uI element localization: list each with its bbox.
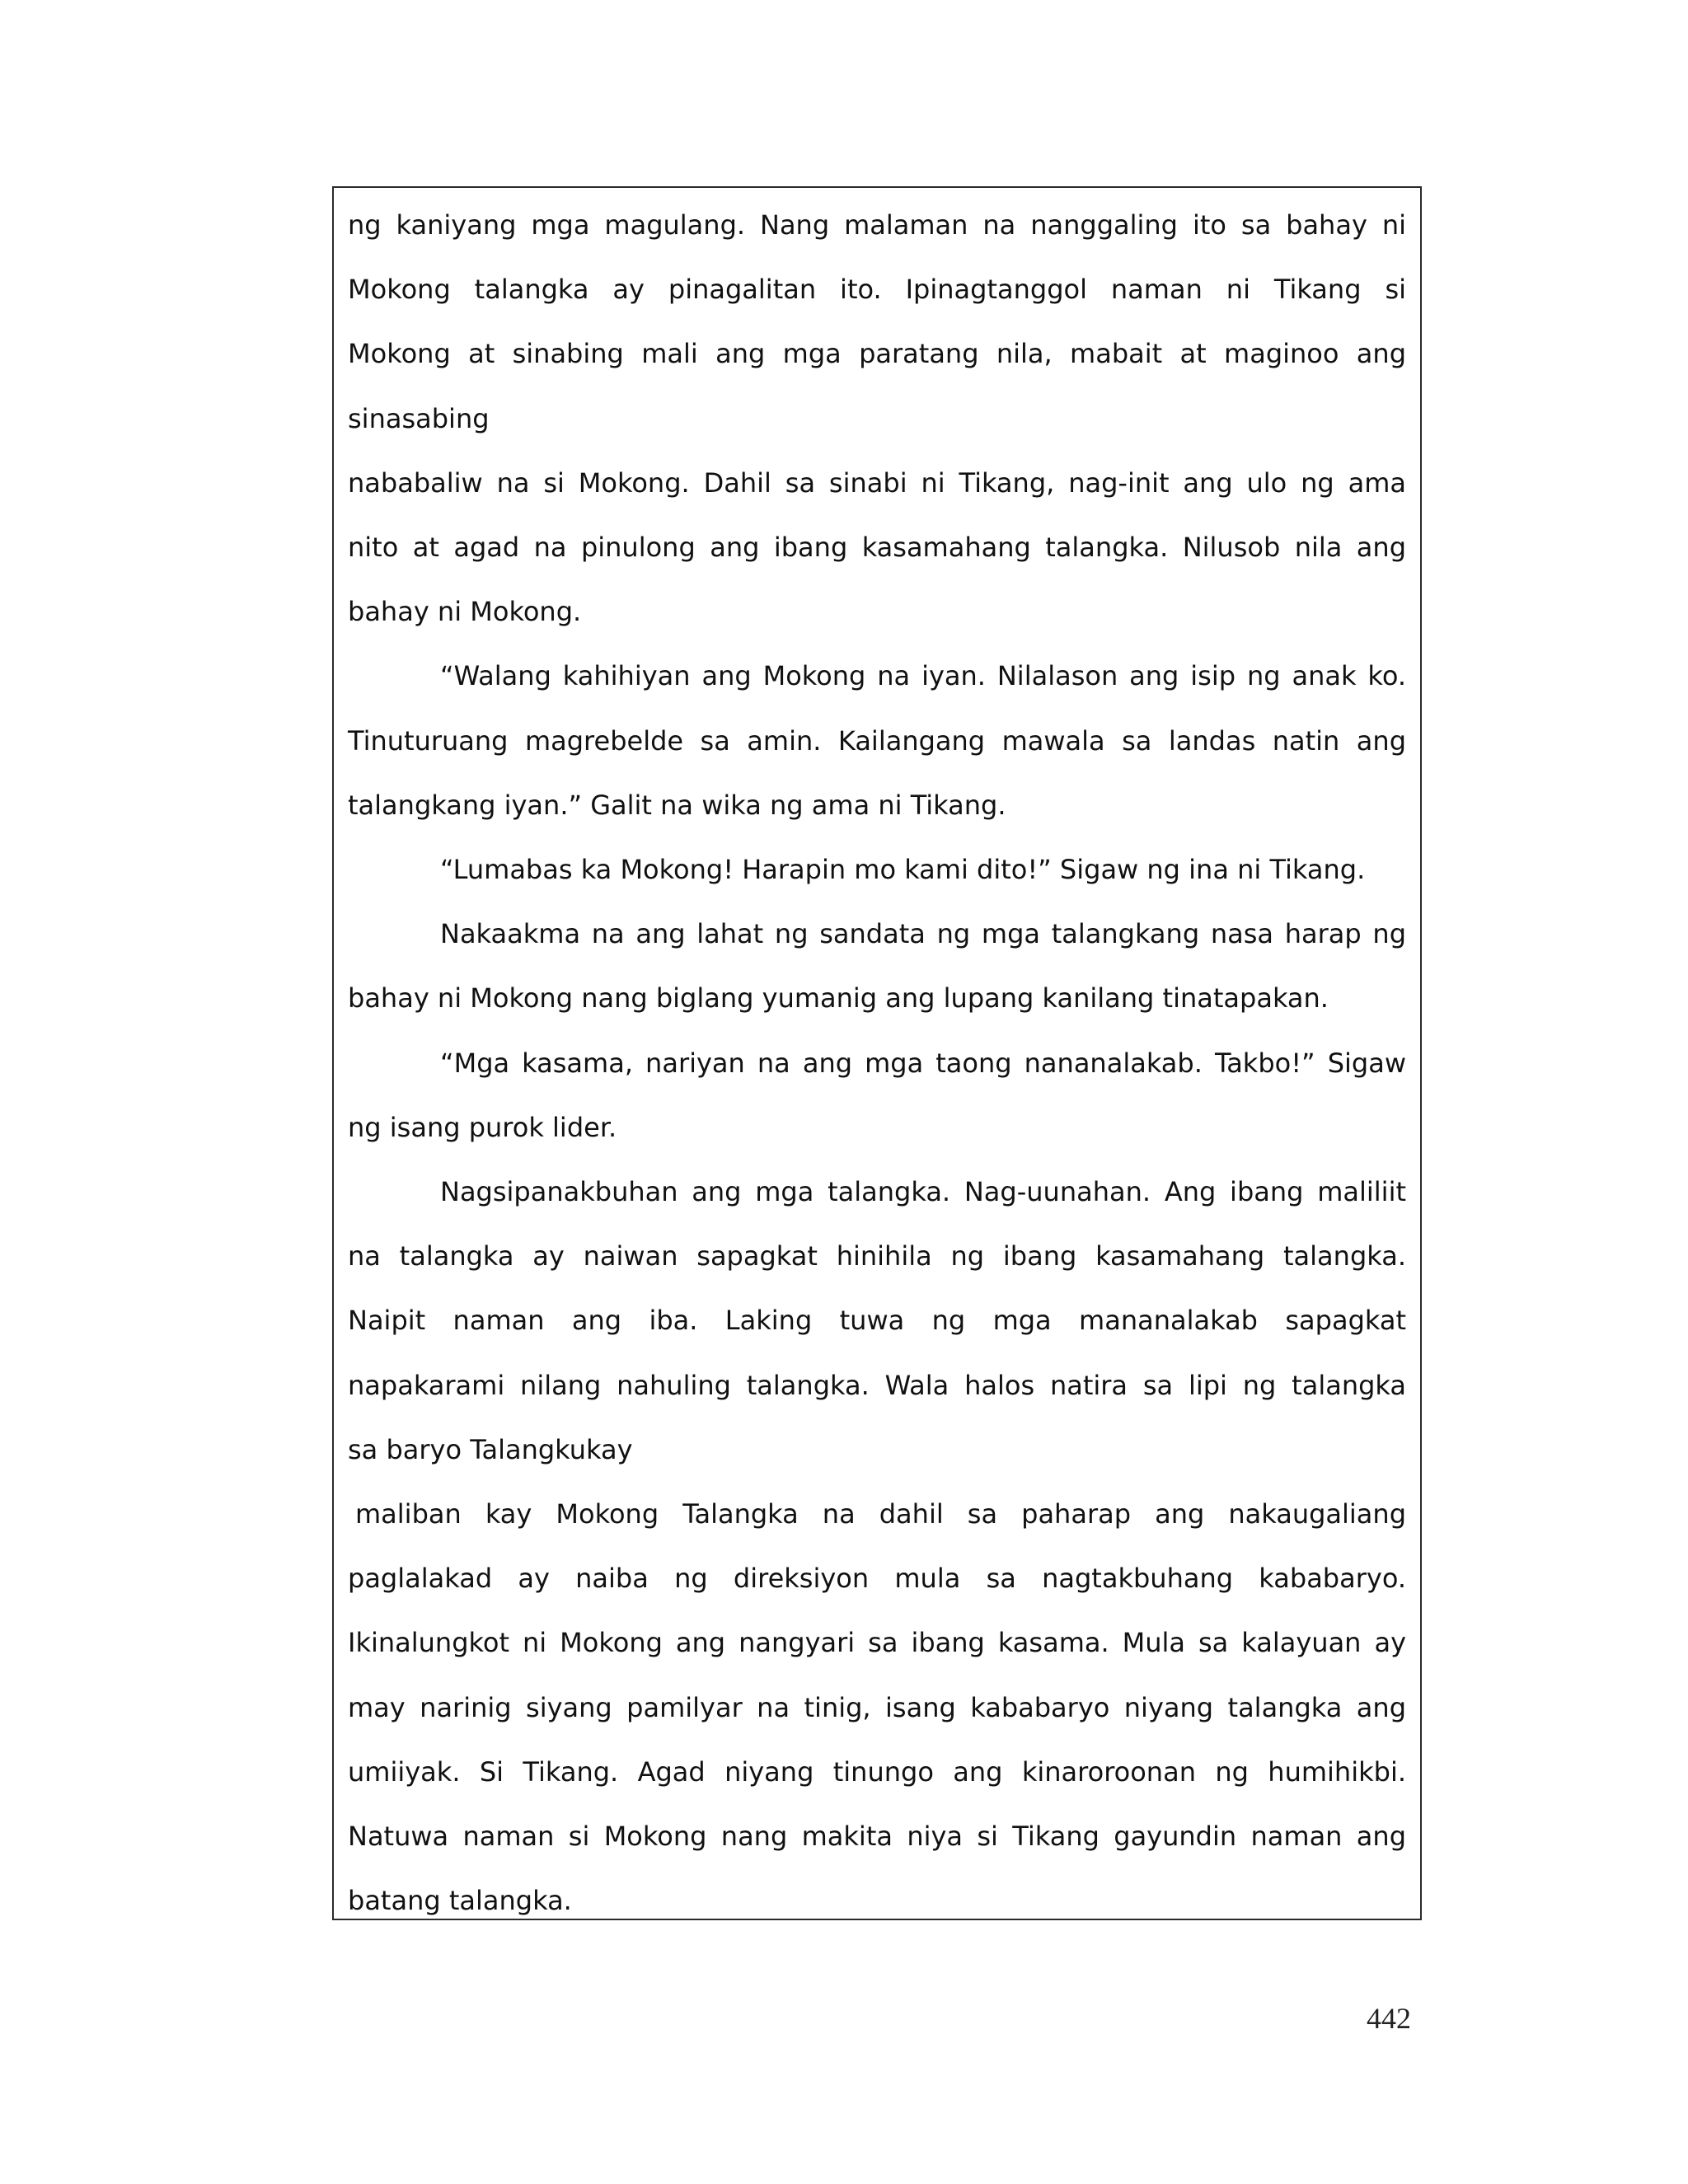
story-line: maliban kay Mokong Talangka na dahil sa paharap ang nakaugaliang xyxy=(355,1498,1406,1530)
story-line: paglalakad ay naiba ng direksiyon mula sa nagtakbuhang kababaryo. xyxy=(348,1563,1406,1595)
story-line: Natuwa naman si Mokong nang makita niya si Tikang gayundin naman ang xyxy=(348,1821,1406,1853)
story-line: nababaliw na si Mokong. Dahil sa sinabi ni Tikang, nag-init ang ulo ng ama xyxy=(348,466,1406,499)
story-line: sa baryo Talangkukay xyxy=(348,1433,633,1465)
story-line: Nakaakma na ang lahat ng sandata ng mga talangkang nasa harap ng xyxy=(440,918,1406,950)
story-line: batang talangka. xyxy=(348,1885,572,1917)
story-line: Mokong at sinabing mali ang mga paratang nila, mabait at maginoo ang xyxy=(348,338,1406,370)
story-line: Naipit naman ang iba. Laking tuwa ng mga mananalakab sapagkat xyxy=(348,1305,1406,1337)
story-line: “Mga kasama, nariyan na ang mga taong nananalakab. Takbo!” Sigaw xyxy=(440,1047,1406,1079)
story-line: nito at agad na pinulong ang ibang kasamahang talangka. Nilusob nila ang xyxy=(348,532,1406,564)
story-line: Mokong talangka ay pinagalitan ito. Ipinagtanggol naman ni Tikang si xyxy=(348,274,1406,306)
story-line: “Lumabas ka Mokong! Harapin mo kami dito!” Sigaw ng ina ni Tikang. xyxy=(440,854,1366,886)
page-number: 442 xyxy=(1367,2002,1411,2035)
story-line: Ikinalungkot ni Mokong ang nangyari sa ibang kasama. Mula sa kalayuan ay xyxy=(348,1627,1406,1659)
story-line: napakarami nilang nahuling talangka. Wala halos natira sa lipi ng talangka xyxy=(348,1369,1406,1401)
story-line: may narinig siyang pamilyar na tinig, isang kababaryo niyang talangka ang xyxy=(348,1691,1406,1723)
story-line: bahay ni Mokong. xyxy=(348,596,582,628)
story-line: talangkang iyan.” Galit na wika ng ama ni Tikang. xyxy=(348,789,1006,821)
story-line: sinasabing xyxy=(348,402,490,434)
story-line: Tinuturuang magrebelde sa amin. Kailangang mawala sa landas natin ang xyxy=(348,724,1406,757)
story-line: bahay ni Mokong nang biglang yumanig ang lupang kanilang tinatapakan. xyxy=(348,982,1329,1015)
story-line: umiiyak. Si Tikang. Agad niyang tinungo ang kinaroroonan ng humihikbi. xyxy=(348,1755,1406,1788)
story-line: ng kaniyang mga magulang. Nang malaman na nanggaling ito sa bahay ni xyxy=(348,209,1406,241)
story-text-box xyxy=(332,186,1422,1920)
story-line: Nagsipanakbuhan ang mga talangka. Nag-uunahan. Ang ibang maliliit xyxy=(440,1176,1406,1208)
story-line: ng isang purok lider. xyxy=(348,1111,617,1143)
story-body xyxy=(348,193,1406,1933)
story-line: “Walang kahihiyan ang Mokong na iyan. Nilalason ang isip ng anak ko. xyxy=(440,660,1406,692)
story-line: na talangka ay naiwan sapagkat hinihila ng ibang kasamahang talangka. xyxy=(348,1240,1406,1272)
